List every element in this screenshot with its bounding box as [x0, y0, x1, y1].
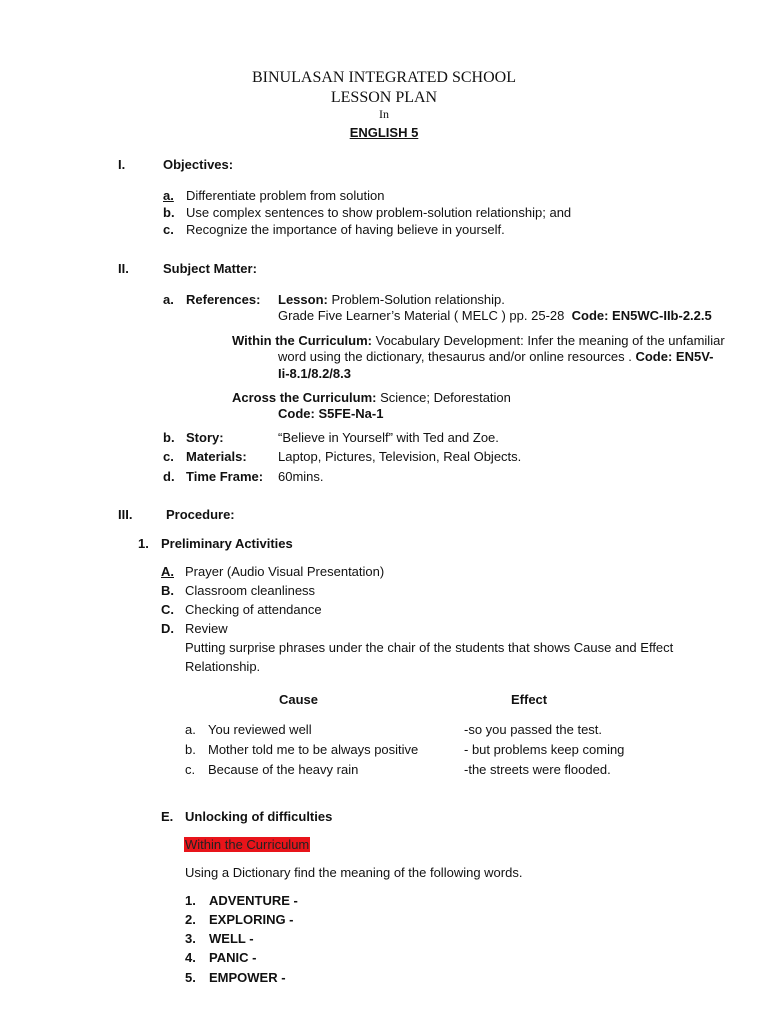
within-text-2: word using the dictionary, thesaurus and/or online resources .	[278, 349, 632, 364]
cause-text: Because of the heavy rain	[208, 762, 359, 777]
across-text: Science; Deforestation	[376, 390, 511, 405]
activity-text: Review	[185, 621, 228, 636]
code-1: Code: EN5WC-IIb-2.2.5	[571, 308, 712, 323]
across-code: Code: S5FE-Na-1	[278, 406, 384, 421]
in-label: In	[379, 107, 389, 121]
vocab-word: PANIC -	[209, 950, 257, 965]
cause-text: You reviewed well	[208, 722, 312, 737]
review-line-2: Relationship.	[185, 659, 261, 674]
across-label: Across the Curriculum:	[232, 390, 377, 405]
activity-text: Checking of attendance	[185, 602, 322, 617]
objective-letter: b.	[163, 205, 175, 220]
effect-text: -the streets were flooded.	[464, 762, 611, 777]
activity-letter: B.	[161, 583, 174, 598]
within-curriculum-badge-text: Within the Curriculum	[185, 837, 310, 852]
time-letter: d.	[163, 469, 175, 484]
activity-letter: D.	[161, 621, 174, 636]
word-number: 3.	[185, 931, 196, 946]
procedure-heading: Procedure:	[166, 507, 235, 522]
across-line	[232, 390, 511, 406]
within-line-2	[278, 349, 713, 365]
document-title: LESSON PLAN	[330, 89, 438, 106]
within-curriculum-badge	[184, 837, 310, 853]
vocab-word: EXPLORING -	[209, 912, 294, 927]
word-number: 1.	[185, 893, 196, 908]
activity-letter: C.	[161, 602, 174, 617]
word-number: 5.	[185, 970, 196, 985]
prelim-heading: Preliminary Activities	[161, 536, 293, 551]
material-line	[278, 308, 712, 324]
effect-text: - but problems keep coming	[464, 742, 625, 757]
subject-title: ENGLISH 5	[349, 125, 419, 140]
within-code-b: Ii-8.1/8.2/8.3	[278, 366, 351, 381]
dictionary-instruction: Using a Dictionary find the meaning of the following words.	[185, 865, 523, 880]
unlocking-letter: E.	[161, 809, 174, 824]
section-numeral-1: I.	[118, 157, 126, 172]
lesson-text: Problem-Solution relationship.	[327, 292, 505, 307]
material-text: Grade Five Learner’s Material ( MELC ) pp. 25-28	[278, 308, 565, 323]
effect-text: -so you passed the test.	[464, 722, 603, 737]
materials-label: Materials:	[186, 449, 247, 464]
activity-letter: A.	[161, 564, 174, 579]
effect-header: Effect	[511, 692, 548, 707]
time-text: 60mins.	[278, 469, 324, 484]
activity-text: Prayer (Audio Visual Presentation)	[185, 564, 385, 579]
references-letter: a.	[163, 292, 174, 307]
word-number: 4.	[185, 950, 196, 965]
objectives-heading: Objectives:	[163, 157, 234, 172]
section-numeral-3: III.	[118, 507, 133, 522]
word-number: 2.	[185, 912, 196, 927]
cause-header: Cause	[279, 692, 319, 707]
review-line-1: Putting surprise phrases under the chair of the students that shows Cause and Effect	[185, 640, 674, 655]
unlocking-heading: Unlocking of difficulties	[185, 809, 333, 824]
objective-text: Differentiate problem from solution	[186, 188, 385, 203]
activity-text: Classroom cleanliness	[185, 583, 316, 598]
within-text-1: Vocabulary Development: Infer the meaning of the unfamiliar	[372, 333, 725, 348]
objective-text: Use complex sentences to show problem-solution relationship; and	[186, 205, 572, 220]
school-name: BINULASAN INTEGRATED SCHOOL	[252, 69, 516, 86]
vocab-word: ADVENTURE -	[209, 893, 298, 908]
cause-text: Mother told me to be always positive	[208, 742, 419, 757]
subject-matter-heading: Subject Matter:	[163, 261, 257, 276]
pair-letter: b.	[185, 742, 196, 757]
lesson-label: Lesson:	[278, 292, 328, 307]
objective-text: Recognize the importance of having believe in yourself.	[186, 222, 505, 237]
vocab-word: EMPOWER -	[209, 970, 286, 985]
lesson-line	[278, 292, 505, 308]
objective-letter: a.	[163, 188, 174, 203]
story-label: Story:	[186, 430, 224, 445]
prelim-number: 1.	[138, 536, 149, 551]
vocab-word: WELL -	[209, 931, 254, 946]
pair-letter: a.	[185, 722, 196, 737]
story-text: “Believe in Yourself” with Ted and Zoe.	[278, 430, 499, 445]
within-line	[232, 333, 725, 349]
pair-letter: c.	[185, 762, 196, 777]
materials-text: Laptop, Pictures, Television, Real Objects.	[278, 449, 522, 464]
within-label: Within the Curriculum:	[232, 333, 372, 348]
section-numeral-2: II.	[118, 261, 129, 276]
story-letter: b.	[163, 430, 175, 445]
materials-letter: c.	[163, 449, 174, 464]
objective-letter: c.	[163, 222, 174, 237]
references-label: References:	[186, 292, 261, 307]
within-code-a: Code: EN5V-	[635, 349, 714, 364]
time-label: Time Frame:	[186, 469, 264, 484]
